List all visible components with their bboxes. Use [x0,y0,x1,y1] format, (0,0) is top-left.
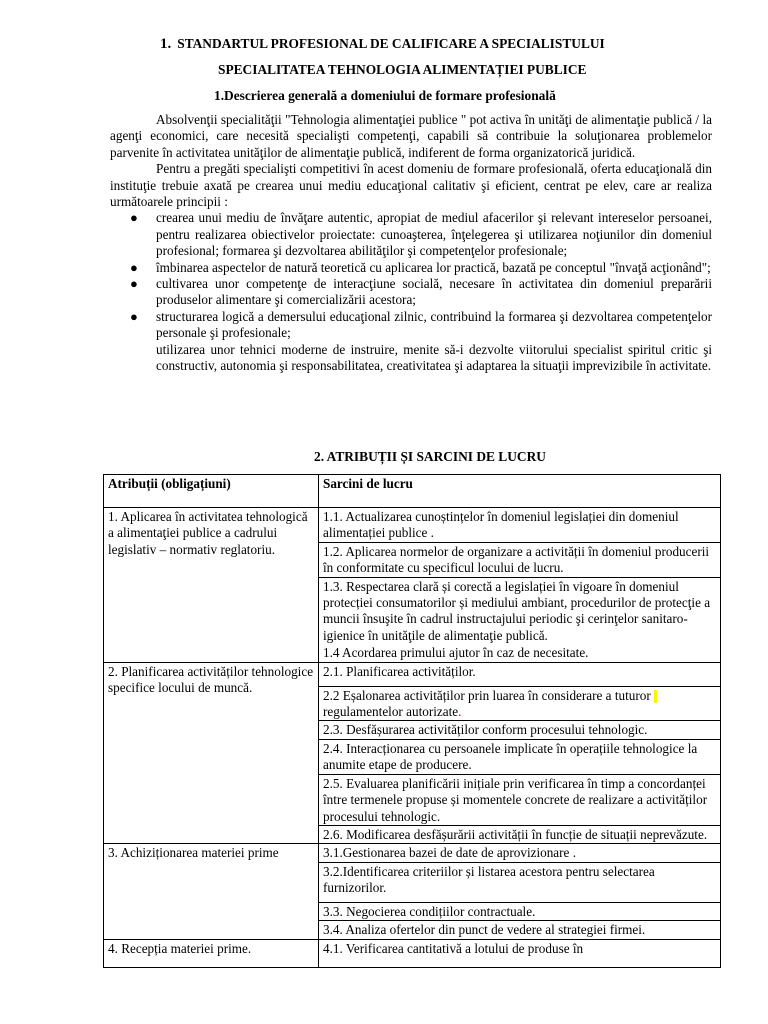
task-cell: 1.3. Respectarea clară și corectă a legislației în vigoare în domeniul protecției consumatorilor și mediului ambiant, procedurilor de protecţie a muncii însuşite în cadrul instructajului periodic şi cerinţelor sanitaro-igienice în unităţile de alimentaţie publică. [319,577,721,644]
table-row [104,844,721,862]
section1-title: 1.Descrierea generală a domeniului de formare profesională [214,88,556,103]
task-cell: 4.1. Verificarea cantitativă a lotului de produse în [319,939,721,967]
task-cell: 2.4. Interacționarea cu persoanele implicate în operațiile tehnologice la anumite etape de producere. [319,739,721,774]
task-cell: 1.4 Acordarea primului ajutor în caz de necesitate. [319,644,721,662]
task-cell: 2.6. Modificarea desfășurării activității în funcție de situații neprevăzute. [319,825,721,843]
task-cell: 3.3. Negocierea condițiilor contractuale. [319,902,721,920]
intro-paragraph-2: Pentru a pregăti specialişti competitivi în acest domeniu de formare profesională, oferta educaţională din instituţie trebuie axată pe crearea unui mediu educaţional calitativ şi eficient, centrat pe elev, care ar realiza următoarele principii : [110,161,712,210]
task-cell: 2.5. Evaluarea planificării inițiale prin verificarea în timp a concordanței între termenele propuse și momentele concrete de realizare a activităților procesului tehnologic. [319,774,721,825]
heading-title: STANDARTUL PROFESIONAL DE CALIFICARE A SPECIALISTULUI [177,36,605,51]
column-header-attributions: Atribuții (obligațiuni) [104,475,319,508]
bullet-icon: ● [130,259,138,275]
task-cell: 1.2. Aplicarea normelor de organizare a activității în domeniul producerii în conformitate cu specificul locului de lucru. [319,542,721,577]
bullet-icon: ● [130,210,138,226]
list-item: ● îmbinarea aspectelor de natură teoretică cu aplicarea lor practică, bazată pe conceptul "învaţă acţionând"; [130,259,711,275]
column-header-tasks: Sarcini de lucru [319,475,721,508]
heading-number: 1. [160,36,172,52]
intro-paragraph-1: Absolvenţii specialităţii "Tehnologia alimentaţiei publice " pot activa în unităţi de alimentaţie publică / la agenţi economici, care necesită specialişti competenţi, capabili să contribuie la soluţionarea problemelor parvenite în activitatea unităţilor de alimentaţie publică, indiferent de forma organizatorică juridică. [110,112,712,160]
bullet-icon: ● [130,308,138,324]
task-cell: 2.1. Planificarea activităților. [319,662,721,686]
attribution-cell: 4. Recepția materiei prime. [104,939,319,967]
task-cell: 1.1. Actualizarea cunoștințelor în domeniul legislației din domeniul alimentației publice . [319,508,721,543]
table-header-row [104,475,721,508]
intro-text [110,112,712,375]
red-mark: . [458,704,462,720]
bullet-icon: ● [130,276,138,292]
list-item: ● structurarea logică a demersului educaţional zilnic, contribuind la formarea şi dezvoltarea competenţelor personale şi profesionale; [130,308,712,341]
main-heading [160,36,720,52]
task-cell: 3.2.Identificarea criteriilor și listarea acestora pentru selectarea furnizorilor. [319,862,721,902]
task-cell: 3.4. Analiza ofertelor din punct de vedere al strategiei firmei. [319,921,721,939]
table-row [104,939,721,967]
principles-list [110,210,712,341]
table-row [104,662,721,686]
duties-table [103,474,721,968]
attribution-cell: 1. Aplicarea în activitatea tehnologică a alimentaţiei publice a cadrului legislativ – normativ reglatoriu. [104,508,319,663]
section2-title: 2. ATRIBUȚII ȘI SARCINI DE LUCRU [314,449,546,464]
task-cell: 3.1.Gestionarea bazei de date de aprovizionare . [319,844,721,862]
list-continuation: utilizarea unor tehnici moderne de instruire, menite să-i dezvolte viitorului specialist spiritul critic şi constructiv, autonomia şi responsabilitatea, creativitatea şi adaptarea la situaţii imprevizibile în activitate. [156,341,712,374]
attribution-cell: 2. Planificarea activităților tehnologice specifice locului de muncă. [104,662,319,844]
table-row [104,508,721,543]
highlight-mark [654,690,657,703]
attribution-cell: 3. Achiziționarea materiei prime [104,844,319,939]
specialty-title: SPECIALITATEA TEHNOLOGIA ALIMENTAȚIEI PUBLICE [218,62,587,77]
list-item: ● cultivarea unor competenţe de interacţiune socială, necesare în activitatea din domeniul preparării produselor alimentare şi comercializării acestora; [130,276,712,308]
task-cell: 2.3. Desfășurarea activităților conform procesului tehnologic. [319,721,721,739]
task-cell: 2.2 Eșalonarea activităților prin luarea în considerare a tuturor regulamentelor autorizate. [319,686,721,721]
list-item: ● crearea unui mediu de învăţare autentic, apropiat de mediul afacerilor şi relevant intereselor persoanei, pentru realizarea obiectivelor proiectate: cunoaşterea, înţelegerea şi utilizarea noţiunilor din domeniul profesional; formarea şi dezvoltarea abilităţilor şi competenţelor profesionale; [130,210,712,259]
